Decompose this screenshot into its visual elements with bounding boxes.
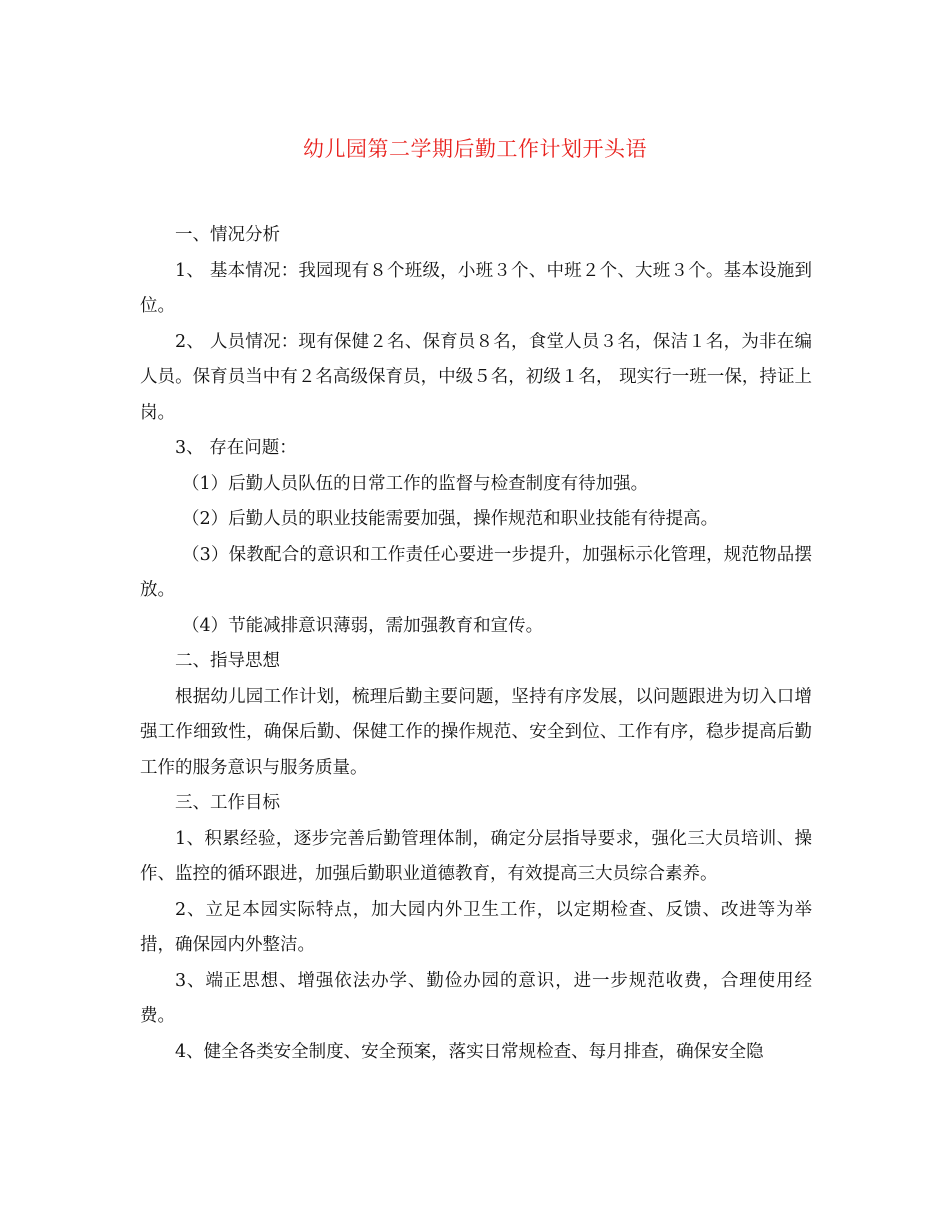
- goal-item-1: 1、积累经验，逐步完善后勤管理体制，确定分层指导要求，强化三大员培训、操作、监控的循环跟进，加强后勤职业道德教育，有效提高三大员综合素养。: [140, 828, 812, 884]
- paragraph-staff-situation: 2、 人员情况：现有保健２名、保育员８名，食堂人员３名，保洁１名，为非在编人员。保育员当中有２名高级保育员，中级５名，初级１名， 现实行一班一保，持证上岗。: [140, 331, 812, 423]
- document-body: [140, 218, 812, 1070]
- section-heading-work-goals: 三、工作目标: [175, 793, 280, 813]
- document-title: 幼儿园第二学期后勤工作计划开头语: [303, 137, 647, 161]
- section-heading-guiding-ideology: 二、指导思想: [175, 651, 280, 671]
- problem-item-1: （1）后勤人员队伍的日常工作的监督与检查制度有待加强。: [182, 473, 649, 494]
- problem-item-2: （2）后勤人员的职业技能需要加强，操作规范和职业技能有待提高。: [182, 509, 719, 529]
- goal-item-4: 4、健全各类安全制度、安全预案，落实日常规检查、每月排查，确保安全隐: [175, 1041, 764, 1062]
- paragraph-basic-situation: 1、 基本情况：我园现有８个班级，小班３个、中班２个、大班３个。基本设施到位。: [140, 260, 812, 316]
- goal-item-2: 2、立足本园实际特点，加大园内外卫生工作，以定期检查、反馈、改进等为举措，确保园内外整洁。: [140, 899, 812, 955]
- goal-item-3: 3、端正思想、增强依法办学、勤俭办园的意识，进一步规范收费，合理使用经费。: [140, 970, 812, 1026]
- problem-item-4: （4）节能减排意识薄弱，需加强教育和宣传。: [182, 615, 544, 636]
- problem-item-3: （3）保教配合的意识和工作责任心要进一步提升，加强标示化管理，规范物品摆放。: [140, 544, 812, 600]
- paragraph-guiding-ideology: 根据幼儿园工作计划，梳理后勤主要问题，坚持有序发展，以问题跟进为切入口增强工作细致性，确保后勤、保健工作的操作规范、安全到位、工作有序，稳步提高后勤工作的服务意识与服务质量。: [140, 686, 812, 778]
- paragraph-existing-problems: 3、 存在问题：: [175, 438, 297, 458]
- section-heading-situation: 一、情况分析: [175, 225, 280, 245]
